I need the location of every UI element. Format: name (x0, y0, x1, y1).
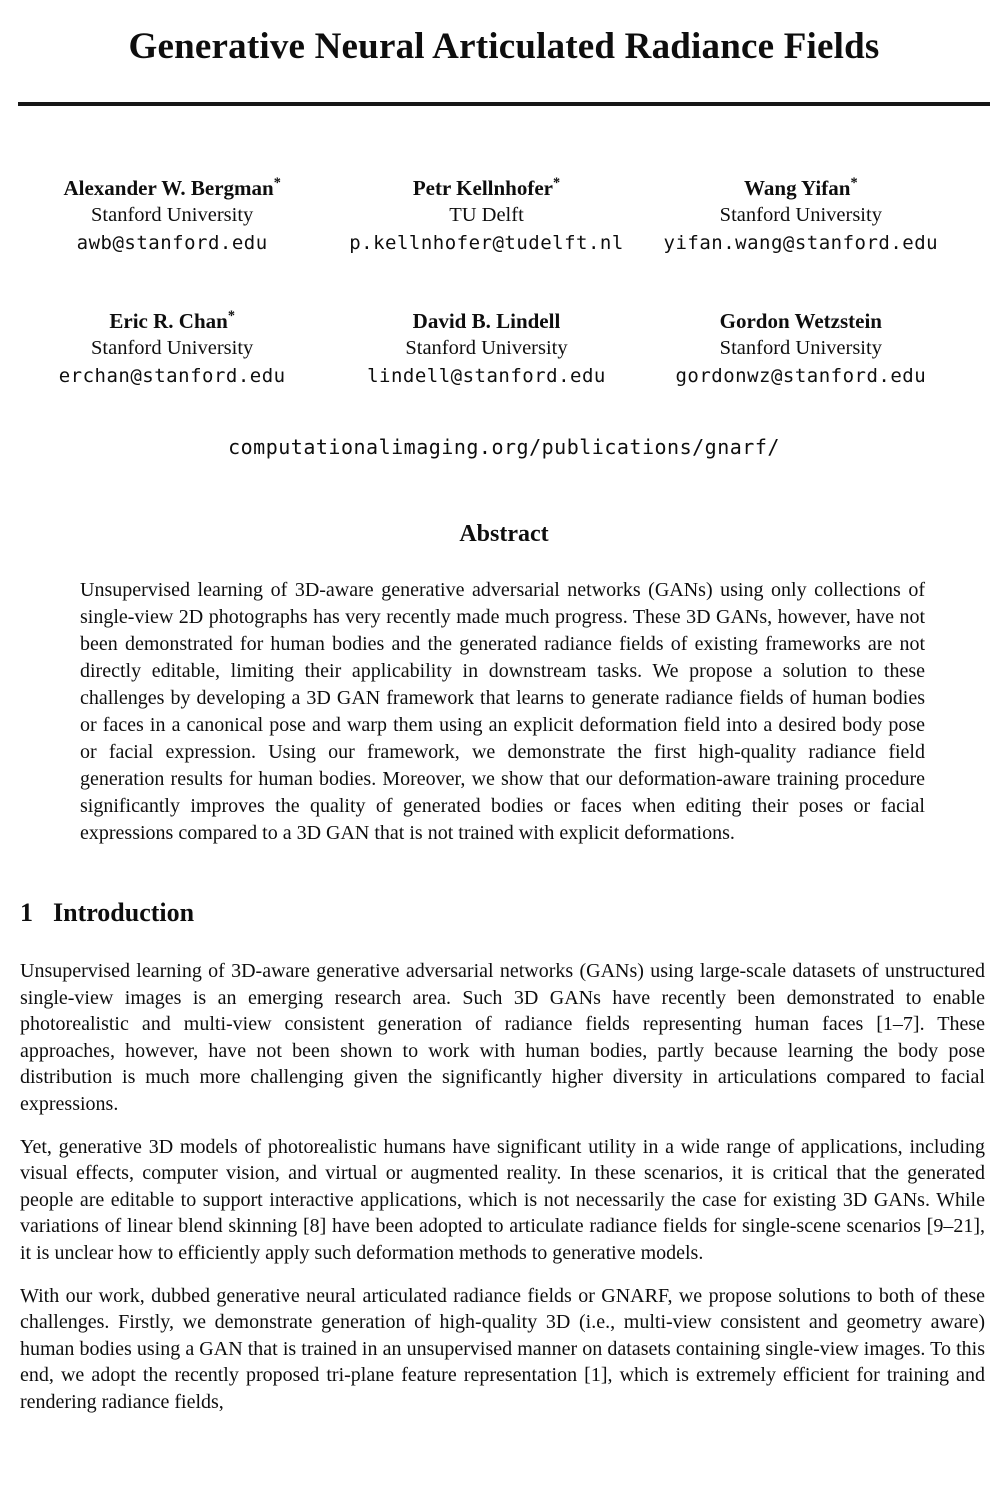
author-email: yifan.wang@stanford.edu (663, 232, 939, 254)
author-email: awb@stanford.edu (76, 232, 268, 254)
author-affiliation: Stanford University (91, 204, 254, 226)
author-name-text: Wang Yifan (744, 176, 851, 200)
author-block (644, 303, 958, 390)
project-url: computationalimaging.org/publications/gnarf/ (228, 435, 780, 459)
authors-row-2 (15, 303, 958, 390)
author-affiliation: Stanford University (719, 337, 882, 359)
author-affiliation: TU Delft (449, 204, 524, 226)
author-name (329, 303, 643, 335)
author-affiliation: Stanford University (719, 204, 882, 226)
author-email: erchan@stanford.edu (58, 365, 286, 387)
author-block (15, 303, 329, 390)
paper-title: Generative Neural Articulated Radiance Fields (128, 26, 880, 67)
intro-paragraph-2: Yet, generative 3D models of photorealistic humans have significant utility in a wide range of applications, including visual effects, computer vision, and virtual or augmented reality. In these scenarios, it is critical that the generated people are editable to support interactive applications, which is not necessarily the case for existing 3D GANs. While variations of linear blend skinning [8] have been adopted to articulate radiance fields for single-scene scenarios [9–21], it is unclear how to efficiently apply such deformation methods to generative models. (20, 1135, 985, 1264)
section-title: Introduction (53, 898, 195, 927)
abstract-text: Unsupervised learning of 3D-aware generative adversarial networks (GANs) using only collections of single-view 2D photographs has very recently made much progress. These 3D GANs, however, have not been demonstrated for human bodies and the generated radiance fields of existing frameworks are not directly editable, limiting their applicability in downstream tasks. We propose a solution to these challenges by developing a 3D GAN framework that learns to generate radiance fields of human bodies or faces in a canonical pose and warp them using an explicit deformation field into a desired body pose or facial expression. Using our framework, we demonstrate the first high-quality radiance field generation results for human bodies. Moreover, we show that our deformation-aware training procedure significantly improves the quality of generated bodies or faces when editing their poses or facial expressions compared to a 3D GAN that is not trained with explicit deformations. (80, 579, 925, 844)
author-footnote-mark: * (273, 175, 281, 191)
author-name-text: Eric R. Chan (109, 309, 228, 333)
author-block (15, 170, 329, 257)
author-footnote-mark: * (227, 308, 235, 324)
author-email: lindell@stanford.edu (367, 365, 606, 387)
author-name-text: Petr Kellnhofer (412, 176, 553, 200)
author-name (329, 170, 643, 202)
title-rule (18, 102, 990, 106)
author-email: p.kellnhofer@tudelft.nl (349, 232, 624, 254)
author-block (329, 303, 643, 390)
abstract-heading: Abstract (459, 521, 549, 547)
author-footnote-mark: * (553, 175, 561, 191)
author-name-text: Gordon Wetzstein (719, 309, 882, 333)
author-name (644, 303, 958, 335)
author-name-text: David B. Lindell (412, 309, 561, 333)
section-number: 1 (20, 898, 33, 927)
author-affiliation: Stanford University (405, 337, 568, 359)
author-name (644, 170, 958, 202)
author-email: gordonwz@stanford.edu (675, 365, 927, 387)
author-name (15, 170, 329, 202)
section-heading-introduction (20, 897, 988, 929)
author-footnote-mark: * (850, 175, 858, 191)
authors-row-1 (15, 170, 958, 257)
intro-paragraph-3: With our work, dubbed generative neural articulated radiance fields or GNARF, we propose solutions to both of these challenges. Firstly, we demonstrate generation of high-quality 3D (i.e., multi-view consistent and geometry aware) human bodies using a GAN that is trained in an unsupervised manner on datasets containing single-view images. To this end, we adopt the recently proposed tri-plane feature representation [1], which is extremely efficient for training and rendering radiance fields, (20, 1284, 985, 1413)
author-name-text: Alexander W. Bergman (63, 176, 274, 200)
intro-paragraph-1: Unsupervised learning of 3D-aware generative adversarial networks (GANs) using large-scale datasets of unstructured single-view images is an emerging research area. Such 3D GANs have recently been demonstrated to enable photorealistic and multi-view consistent generation of radiance fields representing human faces [1–7]. These approaches, however, have not been shown to work with human bodies, partly because learning the body pose distribution is much more challenging given the significantly higher diversity in articulations compared to facial expressions. (20, 960, 985, 1115)
author-block (329, 170, 643, 257)
author-name (15, 303, 329, 335)
author-affiliation: Stanford University (91, 337, 254, 359)
author-block (644, 170, 958, 257)
